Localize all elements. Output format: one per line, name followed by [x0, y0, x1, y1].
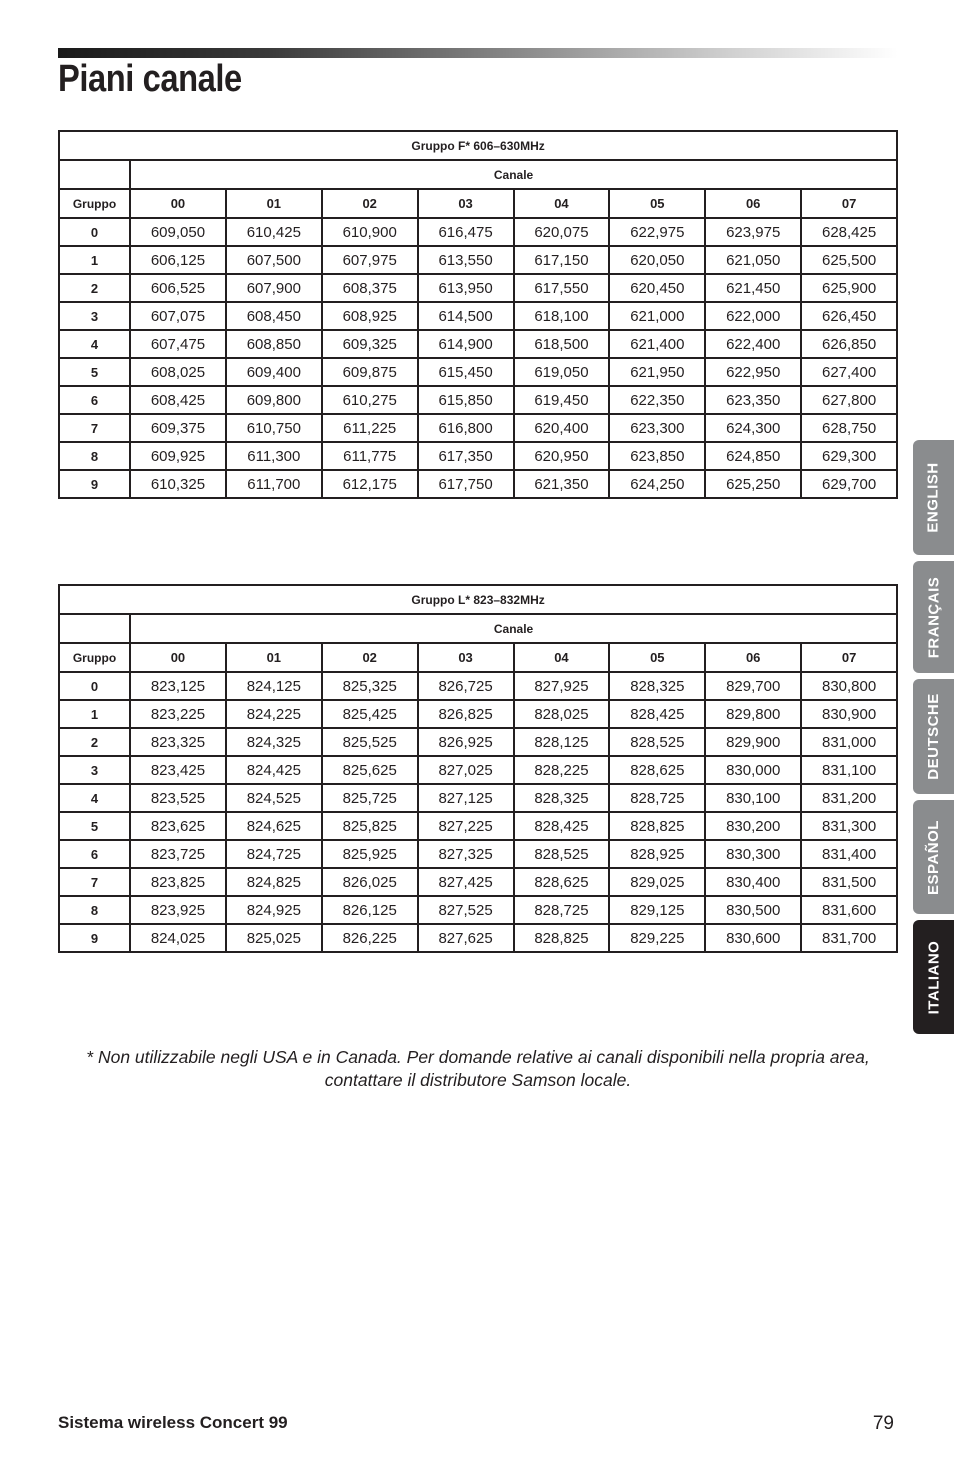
frequency-cell: 607,075 — [130, 302, 226, 330]
frequency-cell: 828,825 — [609, 812, 705, 840]
frequency-cell: 825,425 — [322, 700, 418, 728]
frequency-cell: 827,925 — [514, 672, 610, 700]
frequency-cell: 825,325 — [322, 672, 418, 700]
frequency-cell: 618,500 — [514, 330, 610, 358]
column-header: 02 — [322, 189, 418, 218]
group-number: 3 — [59, 302, 130, 330]
frequency-cell: 824,325 — [226, 728, 322, 756]
frequency-cell: 823,625 — [130, 812, 226, 840]
frequency-cell: 830,100 — [705, 784, 801, 812]
frequency-cell: 827,425 — [418, 868, 514, 896]
frequency-cell: 830,900 — [801, 700, 897, 728]
frequency-cell: 830,500 — [705, 896, 801, 924]
frequency-cell: 828,625 — [609, 756, 705, 784]
channel-header-row — [59, 614, 897, 643]
frequency-cell: 831,000 — [801, 728, 897, 756]
group-number: 2 — [59, 728, 130, 756]
frequency-cell: 607,500 — [226, 246, 322, 274]
frequency-cell: 628,425 — [801, 218, 897, 246]
channel-plan-table-group-l — [58, 584, 898, 953]
table-row — [59, 812, 897, 840]
frequency-cell: 826,925 — [418, 728, 514, 756]
group-number: 9 — [59, 470, 130, 498]
frequency-cell: 621,400 — [609, 330, 705, 358]
footnote: * Non utilizzabile negli USA e in Canada. Per domande relative ai canali disponibili nella propria area, contattare il distributore Samson locale. — [86, 1047, 870, 1090]
frequency-cell: 606,525 — [130, 274, 226, 302]
frequency-cell: 828,325 — [609, 672, 705, 700]
table-title-row — [59, 585, 897, 614]
frequency-cell: 621,000 — [609, 302, 705, 330]
frequency-cell: 825,625 — [322, 756, 418, 784]
frequency-cell: 624,850 — [705, 442, 801, 470]
frequency-cell: 827,225 — [418, 812, 514, 840]
language-tab-label: ESPAÑOL — [925, 819, 942, 895]
frequency-cell: 824,925 — [226, 896, 322, 924]
frequency-cell: 625,900 — [801, 274, 897, 302]
frequency-cell: 830,600 — [705, 924, 801, 952]
frequency-cell: 831,700 — [801, 924, 897, 952]
column-header: 02 — [322, 643, 418, 672]
column-header: 05 — [609, 189, 705, 218]
table-row — [59, 896, 897, 924]
column-header: 06 — [705, 189, 801, 218]
frequency-cell: 823,425 — [130, 756, 226, 784]
frequency-cell: 620,450 — [609, 274, 705, 302]
frequency-cell: 611,700 — [226, 470, 322, 498]
table-row — [59, 330, 897, 358]
frequency-cell: 831,600 — [801, 896, 897, 924]
frequency-cell: 611,775 — [322, 442, 418, 470]
group-number: 3 — [59, 756, 130, 784]
frequency-cell: 616,800 — [418, 414, 514, 442]
frequency-cell: 829,800 — [705, 700, 801, 728]
frequency-cell: 628,750 — [801, 414, 897, 442]
frequency-cell: 825,925 — [322, 840, 418, 868]
frequency-cell: 607,975 — [322, 246, 418, 274]
frequency-cell: 621,450 — [705, 274, 801, 302]
group-number: 2 — [59, 274, 130, 302]
frequency-cell: 617,350 — [418, 442, 514, 470]
frequency-cell: 831,300 — [801, 812, 897, 840]
table-row — [59, 924, 897, 952]
group-number: 7 — [59, 868, 130, 896]
frequency-cell: 620,050 — [609, 246, 705, 274]
table-row — [59, 414, 897, 442]
frequency-cell: 610,425 — [226, 218, 322, 246]
group-header: Gruppo — [59, 189, 130, 218]
frequency-cell: 608,425 — [130, 386, 226, 414]
group-number: 6 — [59, 840, 130, 868]
frequency-cell: 827,625 — [418, 924, 514, 952]
table-row — [59, 386, 897, 414]
frequency-cell: 614,500 — [418, 302, 514, 330]
frequency-cell: 824,525 — [226, 784, 322, 812]
language-tab-francais[interactable] — [913, 561, 954, 673]
frequency-cell: 623,350 — [705, 386, 801, 414]
frequency-cell: 825,525 — [322, 728, 418, 756]
group-number: 0 — [59, 218, 130, 246]
frequency-cell: 608,375 — [322, 274, 418, 302]
column-header: 01 — [226, 643, 322, 672]
frequency-cell: 620,400 — [514, 414, 610, 442]
frequency-cell: 823,125 — [130, 672, 226, 700]
frequency-cell: 824,725 — [226, 840, 322, 868]
group-number: 9 — [59, 924, 130, 952]
language-tab-espanol[interactable] — [913, 800, 954, 914]
table-row — [59, 756, 897, 784]
frequency-cell: 825,725 — [322, 784, 418, 812]
frequency-cell: 623,975 — [705, 218, 801, 246]
frequency-cell: 608,025 — [130, 358, 226, 386]
group-number: 0 — [59, 672, 130, 700]
frequency-cell: 619,050 — [514, 358, 610, 386]
frequency-cell: 828,725 — [609, 784, 705, 812]
frequency-cell: 607,475 — [130, 330, 226, 358]
frequency-cell: 609,325 — [322, 330, 418, 358]
frequency-cell: 823,825 — [130, 868, 226, 896]
column-header-row — [59, 189, 897, 218]
frequency-cell: 827,325 — [418, 840, 514, 868]
language-tab-label: ITALIANO — [925, 940, 942, 1014]
frequency-cell: 611,300 — [226, 442, 322, 470]
channel-header: Canale — [130, 614, 897, 643]
frequency-cell: 626,450 — [801, 302, 897, 330]
column-header-row — [59, 643, 897, 672]
frequency-cell: 830,800 — [801, 672, 897, 700]
frequency-cell: 830,000 — [705, 756, 801, 784]
frequency-cell: 828,825 — [514, 924, 610, 952]
frequency-cell: 608,850 — [226, 330, 322, 358]
frequency-cell: 827,125 — [418, 784, 514, 812]
frequency-cell: 831,100 — [801, 756, 897, 784]
frequency-cell: 608,450 — [226, 302, 322, 330]
frequency-cell: 609,050 — [130, 218, 226, 246]
group-number: 8 — [59, 896, 130, 924]
frequency-cell: 622,350 — [609, 386, 705, 414]
channel-header-row — [59, 160, 897, 189]
frequency-cell: 827,025 — [418, 756, 514, 784]
frequency-cell: 829,225 — [609, 924, 705, 952]
footer-product-title: Sistema wireless Concert 99 — [58, 1413, 288, 1432]
group-number: 5 — [59, 358, 130, 386]
frequency-cell: 613,550 — [418, 246, 514, 274]
frequency-cell: 824,625 — [226, 812, 322, 840]
frequency-cell: 824,125 — [226, 672, 322, 700]
frequency-cell: 611,225 — [322, 414, 418, 442]
table-row — [59, 218, 897, 246]
column-header: 07 — [801, 643, 897, 672]
frequency-cell: 828,025 — [514, 700, 610, 728]
frequency-cell: 827,525 — [418, 896, 514, 924]
language-tab-label: ENGLISH — [925, 462, 942, 533]
group-number: 6 — [59, 386, 130, 414]
frequency-cell: 824,025 — [130, 924, 226, 952]
frequency-cell: 622,950 — [705, 358, 801, 386]
header-gradient-bar — [58, 48, 898, 58]
frequency-cell: 608,925 — [322, 302, 418, 330]
frequency-cell: 826,125 — [322, 896, 418, 924]
empty-header-cell — [59, 160, 130, 189]
page-number: 79 — [872, 1413, 894, 1434]
frequency-cell: 828,525 — [514, 840, 610, 868]
frequency-cell: 825,025 — [226, 924, 322, 952]
table-row — [59, 672, 897, 700]
frequency-cell: 828,625 — [514, 868, 610, 896]
table-row — [59, 784, 897, 812]
frequency-cell: 825,825 — [322, 812, 418, 840]
language-tab-label: FRANÇAIS — [925, 576, 942, 658]
empty-header-cell — [59, 614, 130, 643]
frequency-cell: 616,475 — [418, 218, 514, 246]
frequency-cell: 610,900 — [322, 218, 418, 246]
frequency-cell: 829,900 — [705, 728, 801, 756]
frequency-cell: 823,225 — [130, 700, 226, 728]
frequency-cell: 831,500 — [801, 868, 897, 896]
frequency-cell: 617,750 — [418, 470, 514, 498]
frequency-cell: 829,700 — [705, 672, 801, 700]
frequency-cell: 823,925 — [130, 896, 226, 924]
group-header: Gruppo — [59, 643, 130, 672]
group-number: 5 — [59, 812, 130, 840]
frequency-cell: 610,750 — [226, 414, 322, 442]
channel-plan-table-group-f — [58, 130, 898, 499]
column-header: 05 — [609, 643, 705, 672]
frequency-cell: 824,825 — [226, 868, 322, 896]
frequency-cell: 828,725 — [514, 896, 610, 924]
table-row — [59, 470, 897, 498]
frequency-cell: 826,225 — [322, 924, 418, 952]
frequency-cell: 823,525 — [130, 784, 226, 812]
frequency-cell: 625,500 — [801, 246, 897, 274]
table-row — [59, 302, 897, 330]
frequency-cell: 831,200 — [801, 784, 897, 812]
table-row — [59, 728, 897, 756]
frequency-cell: 623,300 — [609, 414, 705, 442]
frequency-cell: 619,450 — [514, 386, 610, 414]
frequency-cell: 607,900 — [226, 274, 322, 302]
column-header: 01 — [226, 189, 322, 218]
group-number: 4 — [59, 784, 130, 812]
table-row — [59, 700, 897, 728]
frequency-cell: 622,975 — [609, 218, 705, 246]
frequency-cell: 609,400 — [226, 358, 322, 386]
frequency-cell: 828,425 — [609, 700, 705, 728]
frequency-cell: 624,300 — [705, 414, 801, 442]
frequency-cell: 830,400 — [705, 868, 801, 896]
frequency-cell: 831,400 — [801, 840, 897, 868]
frequency-cell: 826,725 — [418, 672, 514, 700]
channel-header: Canale — [130, 160, 897, 189]
frequency-cell: 824,225 — [226, 700, 322, 728]
frequency-cell: 625,250 — [705, 470, 801, 498]
frequency-cell: 617,550 — [514, 274, 610, 302]
frequency-cell: 621,050 — [705, 246, 801, 274]
frequency-cell: 609,800 — [226, 386, 322, 414]
frequency-cell: 610,275 — [322, 386, 418, 414]
frequency-cell: 610,325 — [130, 470, 226, 498]
group-number: 7 — [59, 414, 130, 442]
frequency-cell: 622,000 — [705, 302, 801, 330]
language-tab-deutsche[interactable] — [913, 679, 954, 794]
frequency-cell: 828,225 — [514, 756, 610, 784]
frequency-cell: 617,150 — [514, 246, 610, 274]
frequency-cell: 609,925 — [130, 442, 226, 470]
frequency-cell: 626,850 — [801, 330, 897, 358]
frequency-cell: 620,950 — [514, 442, 610, 470]
frequency-cell: 828,425 — [514, 812, 610, 840]
column-header: 07 — [801, 189, 897, 218]
group-number: 1 — [59, 246, 130, 274]
frequency-cell: 609,375 — [130, 414, 226, 442]
frequency-cell: 621,350 — [514, 470, 610, 498]
table-title: Gruppo F* 606–630MHz — [59, 131, 897, 160]
frequency-cell: 823,325 — [130, 728, 226, 756]
frequency-cell: 629,700 — [801, 470, 897, 498]
frequency-cell: 615,450 — [418, 358, 514, 386]
frequency-cell: 614,900 — [418, 330, 514, 358]
language-tab-italiano[interactable] — [913, 920, 954, 1034]
group-number: 8 — [59, 442, 130, 470]
table-row — [59, 840, 897, 868]
column-header: 06 — [705, 643, 801, 672]
frequency-cell: 828,125 — [514, 728, 610, 756]
frequency-cell: 613,950 — [418, 274, 514, 302]
frequency-cell: 629,300 — [801, 442, 897, 470]
frequency-cell: 615,850 — [418, 386, 514, 414]
frequency-cell: 826,025 — [322, 868, 418, 896]
column-header: 04 — [514, 643, 610, 672]
table-row — [59, 358, 897, 386]
frequency-cell: 829,125 — [609, 896, 705, 924]
frequency-cell: 823,725 — [130, 840, 226, 868]
frequency-cell: 627,400 — [801, 358, 897, 386]
table-row — [59, 868, 897, 896]
frequency-cell: 624,250 — [609, 470, 705, 498]
group-number: 1 — [59, 700, 130, 728]
frequency-cell: 612,175 — [322, 470, 418, 498]
frequency-cell: 824,425 — [226, 756, 322, 784]
frequency-cell: 828,525 — [609, 728, 705, 756]
frequency-cell: 828,925 — [609, 840, 705, 868]
frequency-cell: 618,100 — [514, 302, 610, 330]
group-number: 4 — [59, 330, 130, 358]
frequency-cell: 623,850 — [609, 442, 705, 470]
table-row — [59, 442, 897, 470]
table-row — [59, 246, 897, 274]
table-title-row — [59, 131, 897, 160]
frequency-cell: 609,875 — [322, 358, 418, 386]
column-header: 03 — [418, 643, 514, 672]
column-header: 00 — [130, 189, 226, 218]
table-title: Gruppo L* 823–832MHz — [59, 585, 897, 614]
table-row — [59, 274, 897, 302]
frequency-cell: 606,125 — [130, 246, 226, 274]
frequency-cell: 826,825 — [418, 700, 514, 728]
frequency-cell: 622,400 — [705, 330, 801, 358]
language-tab-english[interactable] — [913, 440, 954, 555]
column-header: 04 — [514, 189, 610, 218]
column-header: 00 — [130, 643, 226, 672]
page-title: Piani canale — [58, 58, 242, 100]
frequency-cell: 620,075 — [514, 218, 610, 246]
language-tab-label: DEUTSCHE — [925, 693, 943, 780]
frequency-cell: 830,200 — [705, 812, 801, 840]
frequency-cell: 828,325 — [514, 784, 610, 812]
column-header: 03 — [418, 189, 514, 218]
frequency-cell: 621,950 — [609, 358, 705, 386]
frequency-cell: 627,800 — [801, 386, 897, 414]
frequency-cell: 830,300 — [705, 840, 801, 868]
frequency-cell: 829,025 — [609, 868, 705, 896]
